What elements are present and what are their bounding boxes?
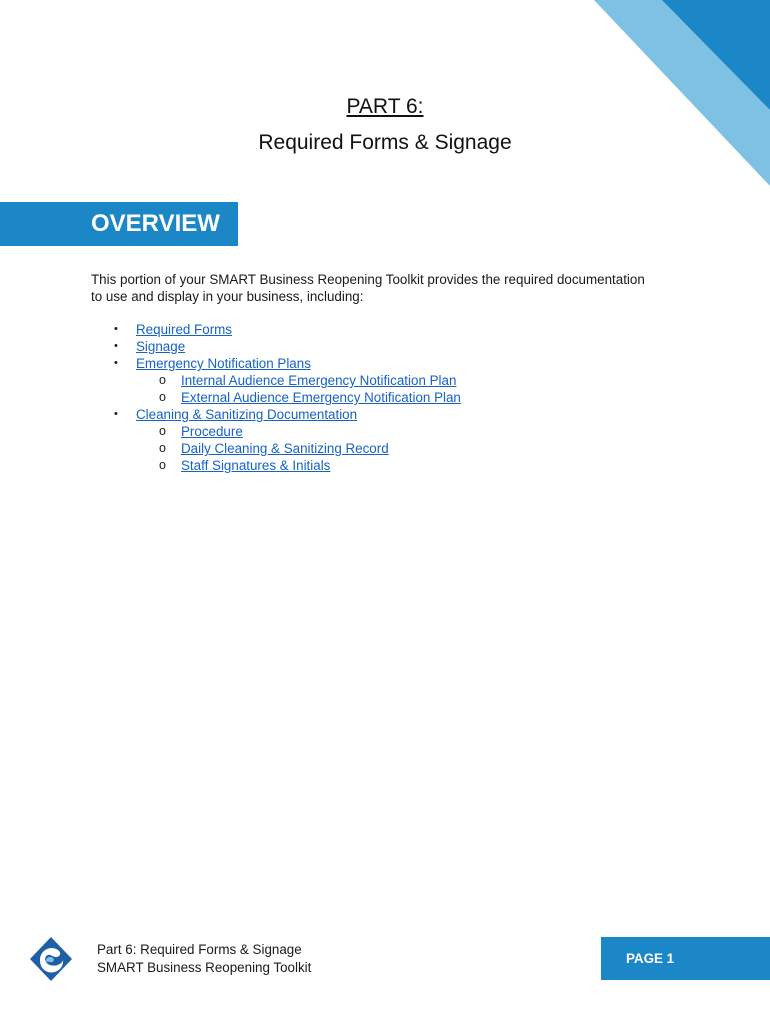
list-item <box>0 423 770 440</box>
part-title: PART 6: <box>346 95 424 118</box>
link-emergency-notification-plans[interactable]: Emergency Notification Plans <box>136 356 311 371</box>
bullet-icon: • <box>114 323 118 335</box>
list-item <box>0 338 770 355</box>
link-procedure[interactable]: Procedure <box>181 424 243 439</box>
page-title: Required Forms & Signage <box>258 131 512 154</box>
link-cleaning-documentation[interactable]: Cleaning & Sanitizing Documentation <box>136 407 358 422</box>
sub-bullet-icon: o <box>159 458 166 472</box>
bullet-icon: • <box>114 357 118 369</box>
list-item <box>0 321 770 338</box>
link-staff-signatures[interactable]: Staff Signatures & Initials <box>181 458 331 473</box>
page-number: PAGE 1 <box>626 951 675 966</box>
intro-line-1: This portion of your SMART Business Reopening Toolkit provides the required documentation <box>91 272 645 287</box>
list-item <box>0 440 770 457</box>
footer-line-2: SMART Business Reopening Toolkit <box>97 960 312 975</box>
footer-line-1: Part 6: Required Forms & Signage <box>97 942 302 957</box>
link-internal-plan[interactable]: Internal Audience Emergency Notification Plan <box>181 373 457 388</box>
link-external-plan[interactable]: External Audience Emergency Notification Plan <box>181 390 461 405</box>
sub-bullet-icon: o <box>159 390 166 404</box>
list-item <box>0 457 770 474</box>
swirl-logo-icon <box>29 936 73 982</box>
sub-bullet-icon: o <box>159 424 166 438</box>
bullet-icon: • <box>114 408 118 420</box>
bullet-icon: • <box>114 340 118 352</box>
link-signage[interactable]: Signage <box>136 339 186 354</box>
link-required-forms[interactable]: Required Forms <box>136 322 232 337</box>
footer-text <box>97 941 311 977</box>
list-item <box>0 355 770 372</box>
list-item <box>0 406 770 423</box>
list-item <box>0 372 770 389</box>
list-item <box>0 389 770 406</box>
title-block <box>0 93 770 157</box>
intro-line-2: to use and display in your business, including: <box>91 289 364 304</box>
sub-bullet-icon: o <box>159 441 166 455</box>
intro-paragraph <box>91 271 691 305</box>
toc-list <box>0 321 770 474</box>
overview-heading: OVERVIEW <box>91 210 220 237</box>
link-daily-record[interactable]: Daily Cleaning & Sanitizing Record <box>181 441 389 456</box>
sub-bullet-icon: o <box>159 373 166 387</box>
